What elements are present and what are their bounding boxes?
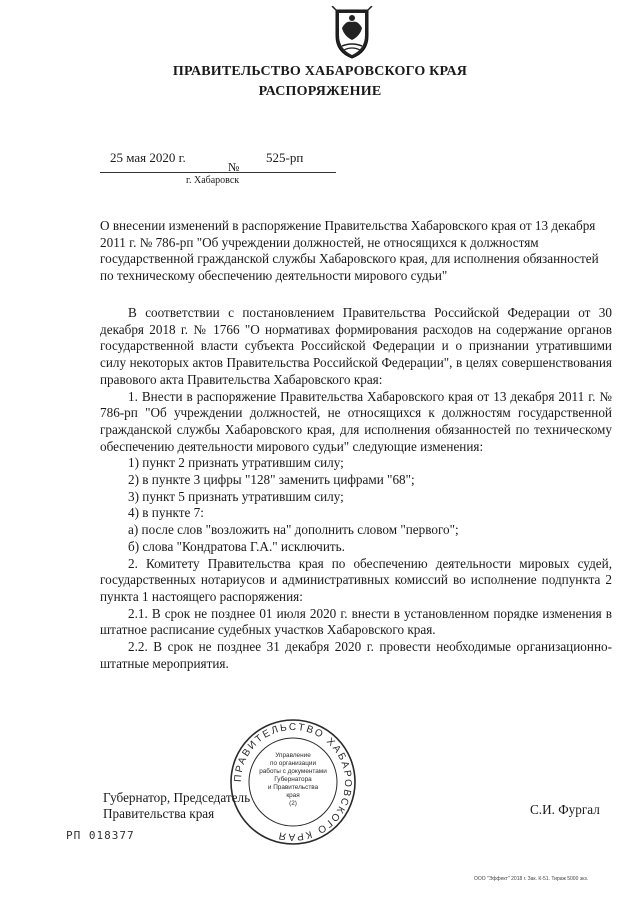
stamp-line: по организации [269,760,317,767]
paragraph-item-2-1: 2.1. В срок не позднее 01 июля 2020 г. внести в установленном порядке изменения в штатное расписание судебных участков Хабаровского края. [100,605,612,638]
paragraph-sub-2: 2) в пункте 3 цифры "128" заменить цифрами "68"; [128,472,415,488]
stamp-line: (2) [289,800,297,807]
stamp-line: Губернатора [274,776,312,783]
paragraph-sub-4a: а) после слов "возложить на" дополнить словом "первого"; [128,522,459,538]
paragraph-sub-4b: б) слова "Кондратова Г.А." исключить. [128,538,345,554]
document-date: 25 мая 2020 г. [110,150,186,165]
form-serial-number: РП 018377 [66,829,135,842]
document-number: 525-рп [266,150,304,165]
signature-position [103,790,250,822]
number-underline [228,172,336,173]
stamp-line: работы с документами [259,768,327,775]
paragraph-item-2: 2. Комитету Правительства края по обеспечению деятельности мировых судей, государственных нотариусов и административных комиссий во исполнение подпункта 2 пункта 1 настоящего распоряжения: [100,555,612,604]
document-type: РАСПОРЯЖЕНИЕ [258,84,382,99]
stamp-line: и Правительства [267,784,319,791]
date-underline [100,172,230,173]
stamp-ring-text: ПРАВИТЕЛЬСТВО ХАБАРОВСКОГО КРАЯ [232,721,354,843]
signatory-name: С.И. Фургал [530,802,600,817]
stamp-line: Управление [275,752,311,759]
official-stamp [228,717,358,847]
document-city: г. Хабаровск [186,175,240,186]
paragraph-sub-4: 4) в пункте 7: [128,505,204,521]
document-title: О внесении изменений в распоряжение Правительства Хабаровского края от 13 декабря 2011 г. № 786-рп "Об учреждении должностей, не относящихся к должностям государственной гражданской службы Хабаровского края, для исполнения обязанностей по техническому обеспечению деятельности мирового судьи" [100,218,599,283]
government-title: ПРАВИТЕЛЬСТВО ХАБАРОВСКОГО КРАЯ [172,64,468,79]
paragraph-sub-3: 3) пункт 5 признать утратившим силу; [128,488,344,504]
paragraph-sub-1: 1) пункт 2 признать утратившим силу; [128,455,344,471]
paragraph-item-1: 1. Внести в распоряжение Правительства Хабаровского края от 13 декабря 2011 г. № 786-рп "Об учреждении должностей, не относящихся к должностям государственной гражданской службы Хабаровского края, для исполнения обязанностей по техническому обеспечению деятельности мирового судьи" следующие изменения: [100,388,612,454]
paragraph-item-2-2: 2.2. В срок не позднее 31 декабря 2020 г. провести необходимые организационно-штатные мероприятия. [100,639,612,671]
coat-of-arms-icon [330,6,374,60]
paragraph-preamble: В соответствии с постановлением Правительства Российской Федерации от 30 декабря 2018 г. № 1766 "О нормативах формирования расходов на содержание органов государственной власти субъекта Российской Федерации и о признании утратившими силу некоторых актов Правительства Российской Федерации", в целях совершенствования правового акта Правительства Хабаровского края: [100,305,612,387]
stamp-line: края [286,792,300,799]
signature-position-line: Правительства края [103,806,215,821]
printer-imprint: ООО "Эффект" 2018 г. Зак. К-51. Тираж 5000 экз. [474,876,589,882]
number-sign: № [228,160,240,174]
document-body [100,305,612,672]
signature-position-line: Губернатор, Председатель [103,790,251,805]
